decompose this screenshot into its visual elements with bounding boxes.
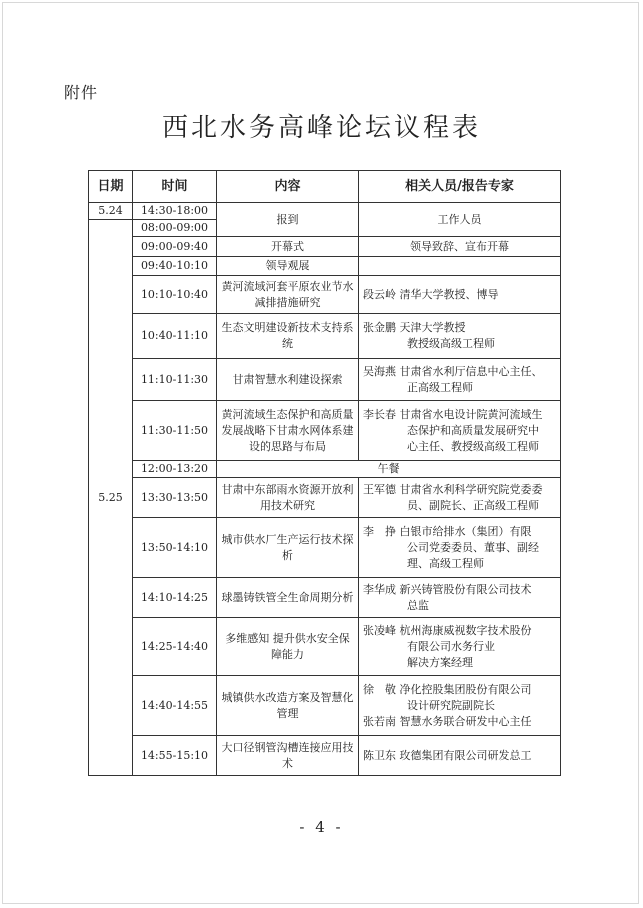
time-cell: 11:10-11:30 xyxy=(133,359,217,401)
people-line: 总监 xyxy=(407,598,429,612)
time-cell: 11:30-11:50 xyxy=(133,401,217,461)
table-row xyxy=(89,257,561,276)
time-cell: 08:00-09:00 xyxy=(133,220,217,237)
table-row xyxy=(89,578,561,618)
people-cell xyxy=(359,578,561,618)
time-cell: 14:10-14:25 xyxy=(133,578,217,618)
time-cell: 13:30-13:50 xyxy=(133,478,217,518)
table-row xyxy=(89,676,561,736)
people-line: 正高级工程师 xyxy=(407,380,473,394)
attachment-label: 附件 xyxy=(64,83,99,102)
people-line: 陈卫东 玫德集团有限公司研发总工 xyxy=(363,748,532,762)
time-cell: 09:40-10:10 xyxy=(133,257,217,276)
table-header-row xyxy=(89,171,561,203)
table-row xyxy=(89,203,561,220)
people-line: 公司党委委员、董事、副经 xyxy=(407,540,539,554)
people-line: 心主任、教授级高级工程师 xyxy=(407,439,539,453)
table-row xyxy=(89,478,561,518)
time-cell: 09:00-09:40 xyxy=(133,237,217,257)
content-cell: 城市供水厂生产运行技术探析 xyxy=(217,518,359,578)
people-line: 吴海燕 甘肃省水利厅信息中心主任、 xyxy=(363,364,543,378)
header-people: 相关人员/报告专家 xyxy=(359,171,561,203)
people-line: 张若南 智慧水务联合研发中心主任 xyxy=(363,714,532,728)
header-content: 内容 xyxy=(217,171,359,203)
people-line: 李华成 新兴铸管股份有限公司技术 xyxy=(363,582,532,596)
people-line: 解决方案经理 xyxy=(407,655,473,669)
people-cell xyxy=(359,257,561,276)
table-row xyxy=(89,461,561,478)
time-cell: 14:40-14:55 xyxy=(133,676,217,736)
table-row xyxy=(89,276,561,314)
people-line: 徐 敬 净化控股集团股份有限公司 xyxy=(363,682,532,696)
people-cell xyxy=(359,736,561,776)
time-cell: 12:00-13:20 xyxy=(133,461,217,478)
table-row xyxy=(89,314,561,359)
people-cell xyxy=(359,237,561,257)
page-number: - 4 - xyxy=(299,818,344,836)
content-cell: 大口径钢管沟槽连接应用技术 xyxy=(217,736,359,776)
table-row xyxy=(89,237,561,257)
people-line: 段云岭 清华大学教授、博导 xyxy=(363,287,499,301)
people-line: 领导致辞、宣布开幕 xyxy=(410,239,509,253)
people-cell xyxy=(359,518,561,578)
content-cell: 城镇供水改造方案及智慧化管理 xyxy=(217,676,359,736)
time-cell: 14:55-15:10 xyxy=(133,736,217,776)
people-cell xyxy=(359,359,561,401)
time-cell: 13:50-14:10 xyxy=(133,518,217,578)
table-row xyxy=(89,518,561,578)
table-row xyxy=(89,618,561,676)
content-cell: 领导观展 xyxy=(217,257,359,276)
date-cell-524: 5.24 xyxy=(89,203,133,220)
date-cell-525: 5.25 xyxy=(89,220,133,776)
header-time: 时间 xyxy=(133,171,217,203)
time-cell: 14:30-18:00 xyxy=(133,203,217,220)
content-cell: 黄河流域生态保护和高质量发展战略下甘肃水网体系建设的思路与布局 xyxy=(217,401,359,461)
people-line: 理、高级工程师 xyxy=(407,556,484,570)
content-cell: 多维感知 提升供水安全保障能力 xyxy=(217,618,359,676)
content-cell: 球墨铸铁管全生命周期分析 xyxy=(217,578,359,618)
people-cell xyxy=(359,478,561,518)
time-cell: 10:40-11:10 xyxy=(133,314,217,359)
content-cell: 报到 xyxy=(217,203,359,237)
content-cell: 甘肃智慧水利建设探索 xyxy=(217,359,359,401)
lunch-cell: 午餐 xyxy=(217,461,561,478)
table-row xyxy=(89,736,561,776)
people-line: 工作人员 xyxy=(437,212,482,226)
people-cell xyxy=(359,203,561,237)
content-cell: 甘肃中东部雨水资源开放利用技术研究 xyxy=(217,478,359,518)
people-line: 张金鹏 天津大学教授 xyxy=(363,321,466,334)
people-cell xyxy=(359,676,561,736)
people-line: 教授级高级工程师 xyxy=(407,337,495,350)
people-cell xyxy=(359,314,561,359)
people-line: 态保护和高质量发展研究中 xyxy=(407,423,539,437)
agenda-table xyxy=(88,170,561,776)
table-row xyxy=(89,359,561,401)
people-cell xyxy=(359,276,561,314)
table-row xyxy=(89,401,561,461)
people-line: 设计研究院副院长 xyxy=(407,698,495,712)
people-line: 员、副院长、正高级工程师 xyxy=(407,498,539,512)
people-line: 张凌峰 杭州海康威视数字技术股份 xyxy=(363,623,532,637)
header-date: 日期 xyxy=(89,171,133,203)
people-line: 王军德 甘肃省水利科学研究院党委委 xyxy=(363,482,543,496)
people-cell xyxy=(359,618,561,676)
content-cell: 生态文明建设新技术支持系统 xyxy=(217,314,359,359)
time-cell: 14:25-14:40 xyxy=(133,618,217,676)
people-line: 有限公司水务行业 xyxy=(407,639,495,653)
content-cell: 开幕式 xyxy=(217,237,359,257)
time-cell: 10:10-10:40 xyxy=(133,276,217,314)
people-line: 李 挣 白银市给排水（集团）有限 xyxy=(363,524,532,538)
people-cell xyxy=(359,401,561,461)
people-line: 李长春 甘肃省水电设计院黄河流域生 xyxy=(363,407,543,421)
page-title: 西北水务高峰论坛议程表 xyxy=(161,113,481,143)
content-cell: 黄河流域河套平原农业节水减排措施研究 xyxy=(217,276,359,314)
